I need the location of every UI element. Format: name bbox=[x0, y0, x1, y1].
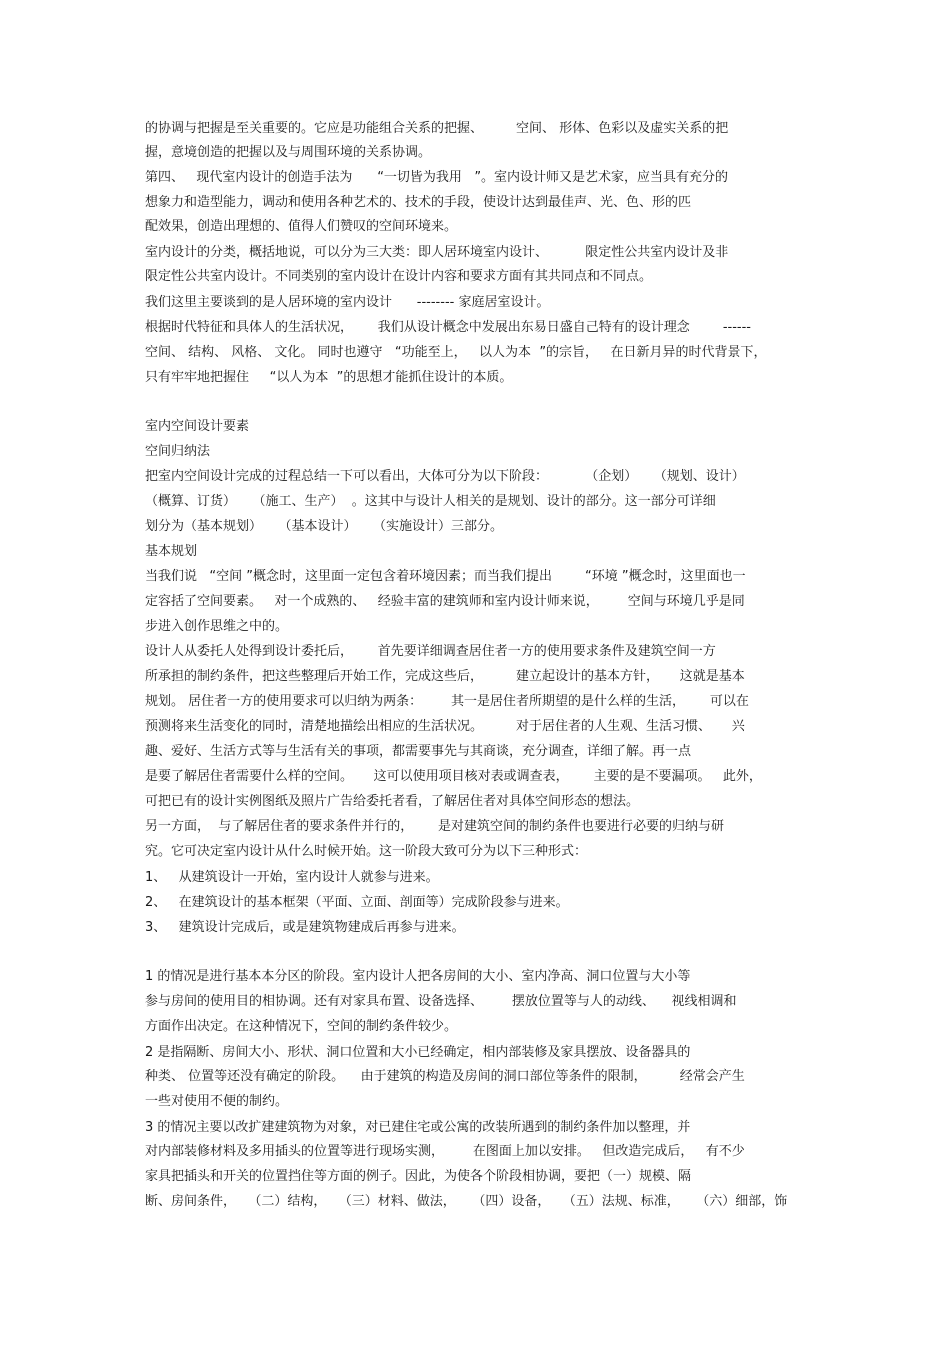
paragraph-line: 只有牢牢地把握住 “以人为本 ”的思想才能抓住设计的本质。 bbox=[145, 370, 513, 385]
paragraph-line: 3 的情况主要以改扩建建筑物为对象，对已建住宅或公寓的改装所遇到的制约条件加以整理，并 bbox=[145, 1120, 691, 1135]
paragraph-line: 参与房间的使用目的相协调。还有对家具布置、设备选择、 摆放位置等与人的动线、 视线相调和 bbox=[145, 994, 737, 1009]
subsection-heading: 基本规划 bbox=[145, 544, 198, 559]
paragraph-line: 所承担的制约条件，把这些整理后开始工作，完成这些后， 建立起设计的基本方针， 这就是基本 bbox=[145, 669, 745, 684]
paragraph-line: 设计人从委托人处得到设计委托后， 首先要详细调查居住者一方的使用要求条件及建筑空间一方 bbox=[145, 644, 716, 659]
paragraph-line: 第四、 现代室内设计的创造手法为 “一切皆为我用 ”。室内设计师又是艺术家，应当具有充分的 bbox=[145, 170, 729, 185]
paragraph-line: 限定性公共室内设计。不同类别的室内设计在设计内容和要求方面有其共同点和不同点。 bbox=[145, 269, 653, 284]
paragraph-line: 是要了解居住者需要什么样的空间。 这可以使用项目核对表或调查表， 主要的是不要漏项。 此外， bbox=[145, 769, 762, 784]
section-heading: 室内空间设计要素 bbox=[145, 419, 250, 434]
list-item: 2、 在建筑设计的基本框架（平面、立面、剖面等）完成阶段参与进来。 bbox=[145, 895, 569, 910]
paragraph-line: 空间、 结构、 风格、 文化。 同时也遵守 “功能至上， 以人为本 ”的宗旨， 在日新月异的时代背景下， bbox=[145, 345, 767, 360]
paragraph-line: 断、房间条件， （二）结构， （三）材料、做法， （四）设备， （五）法规、标准， （六）细部，饰 bbox=[145, 1194, 788, 1209]
paragraph-line: 室内设计的分类，概括地说，可以分为三大类：即人居环境室内设计、 限定性公共室内设计及非 bbox=[145, 245, 729, 260]
paragraph-line: 另一方面， 与了解居住者的要求条件并行的， 是对建筑空间的制约条件也要进行必要的归纳与研 bbox=[145, 819, 725, 834]
paragraph-line: 趣、爱好、生活方式等与生活有关的事项，都需要事先与其商谈，充分调查，详细了解。再一点 bbox=[145, 744, 692, 759]
paragraph-line: 可把已有的设计实例图纸及照片广告给委托者看，了解居住者对具体空间形态的想法。 bbox=[145, 794, 640, 809]
paragraph-line: （概算、订货） （施工、生产） 。这其中与设计人相关的是规划、设计的部分。这一部分可详细 bbox=[145, 494, 716, 509]
list-item: 1、 从建筑设计一开始，室内设计人就参与进来。 bbox=[145, 870, 439, 885]
paragraph-line: 一些对使用不便的制约。 bbox=[145, 1094, 289, 1109]
paragraph-line: 2 是指隔断、房间大小、形状、洞口位置和大小已经确定，相内部装修及家具摆放、设备器具的 bbox=[145, 1045, 691, 1060]
paragraph-line: 种类、 位置等还没有确定的阶段。 由于建筑的构造及房间的洞口部位等条件的限制， 经常会产生 bbox=[145, 1069, 745, 1084]
paragraph-line: 握，意境创造的把握以及与周围环境的关系协调。 bbox=[145, 145, 432, 160]
paragraph-line: 预测将来生活变化的同时，清楚地描绘出相应的生活状况。 对于居住者的人生观、生活习惯、 兴 bbox=[145, 719, 745, 734]
paragraph-line: 当我们说 “空间 ”概念时，这里面一定包含着环境因素；而当我们提出 “环境 ”概念时，这里面也一 bbox=[145, 569, 746, 584]
paragraph-line: 根据时代特征和具体人的生活状况， 我们从设计概念中发展出东易日盛自己特有的设计理念 ------ bbox=[145, 320, 751, 335]
paragraph-line: 的协调与把握是至关重要的。它应是功能组合关系的把握、 空间、 形体、色彩以及虚实关系的把 bbox=[145, 121, 729, 136]
paragraph-line: 1 的情况是进行基本本分区的阶段。室内设计人把各房间的大小、室内净高、洞口位置与大小等 bbox=[145, 969, 691, 984]
paragraph-line: 规划。 居住者一方的使用要求可以归纳为两条： 其一是居住者所期望的是什么样的生活， 可以在 bbox=[145, 694, 749, 709]
paragraph-line: 想象力和造型能力，调动和使用各种艺术的、技术的手段，使设计达到最佳声、光、色、形的匹 bbox=[145, 195, 692, 210]
paragraph-line: 我们这里主要谈到的是人居环境的室内设计 -------- 家庭居室设计。 bbox=[145, 295, 550, 310]
subsection-heading: 空间归纳法 bbox=[145, 444, 211, 459]
paragraph-line: 对内部装修材料及多用插头的位置等进行现场实测， 在图面上加以安排。 但改造完成后， 有不少 bbox=[145, 1144, 745, 1159]
paragraph-line: 家具把插头和开关的位置挡住等方面的例子。因此，为使各个阶段相协调，要把（一）规模、隔 bbox=[145, 1169, 692, 1184]
paragraph-line: 把室内空间设计完成的过程总结一下可以看出，大体可分为以下阶段： （企划） （规划、设计） bbox=[145, 469, 745, 484]
paragraph-line: 划分为（基本规划） （基本设计） （实施设计）三部分。 bbox=[145, 519, 504, 534]
paragraph-line: 步进入创作思维之中的。 bbox=[145, 619, 289, 634]
paragraph-line: 配效果，创造出理想的、值得人们赞叹的空间环境来。 bbox=[145, 219, 458, 234]
list-item: 3、 建筑设计完成后，或是建筑物建成后再参与进来。 bbox=[145, 920, 465, 935]
paragraph-line: 究。它可决定室内设计从什么时候开始。这一阶段大致可分为以下三种形式： bbox=[145, 844, 588, 859]
paragraph-line: 定容括了空间要素。 对一个成熟的、 经验丰富的建筑师和室内设计师来说， 空间与环境几乎是同 bbox=[145, 594, 745, 609]
paragraph-line: 方面作出决定。在这种情况下，空间的制约条件较少。 bbox=[145, 1019, 458, 1034]
